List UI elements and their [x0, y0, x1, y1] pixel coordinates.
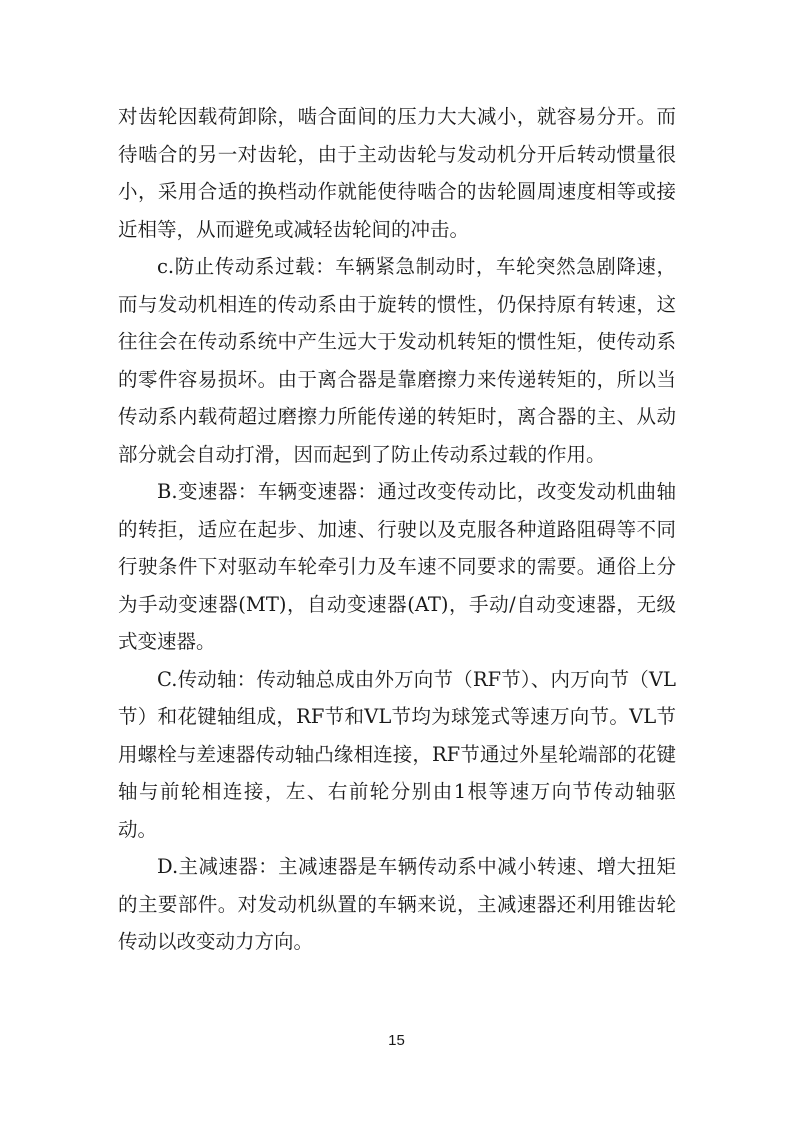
- document-body: [118, 98, 676, 961]
- page-number: 15: [388, 1032, 405, 1049]
- paragraph-overload-protection: c.防止传动系过载：车辆紧急制动时，车轮突然急剧降速，而与发动机相连的传动系由于旋转的惯性，仍保持原有转速，这往往会在传动系统中产生远大于发动机转矩的惯性矩，使传动系的零件容易损坏。由于离合器是靠磨擦力来传递转矩的，所以当传动系内载荷超过磨擦力所能传递的转矩时，离合器的主、从动部分就会自动打滑，因而起到了防止传动系过载的作用。: [118, 255, 676, 466]
- paragraph-drive-shaft: C.传动轴：传动轴总成由外万向节（RF节）、内万向节（VL节）和花键轴组成，RF节和VL节均为球笼式等速万向节。VL节用螺栓与差速器传动轴凸缘相连接，RF节通过外星轮端部的花键轴与前轮相连接，左、右前轮分别由1根等速万向节传动轴驱动。: [118, 667, 676, 841]
- paragraph-continuation: 对齿轮因载荷卸除，啮合面间的压力大大减小，就容易分开。而待啮合的另一对齿轮，由于主动齿轮与发动机分开后转动惯量很小，采用合适的换档动作就能使待啮合的齿轮圆周速度相等或接近相等，从而避免或减轻齿轮间的冲击。: [118, 105, 676, 241]
- paragraph-transmission: B.变速器：车辆变速器：通过改变传动比，改变发动机曲轴的转拒，适应在起步、加速、行驶以及克服各种道路阻碍等不同行驶条件下对驱动车轮牵引力及车速不同要求的需要。通俗上分为手动变速器(MT)，自动变速器(AT)，手动/自动变速器，无级式变速器。: [118, 480, 676, 653]
- paragraph-final-drive: D.主减速器：主减速器是车辆传动系中减小转速、增大扭矩的主要部件。对发动机纵置的车辆来说，主减速器还利用锥齿轮传动以改变动力方向。: [118, 855, 676, 953]
